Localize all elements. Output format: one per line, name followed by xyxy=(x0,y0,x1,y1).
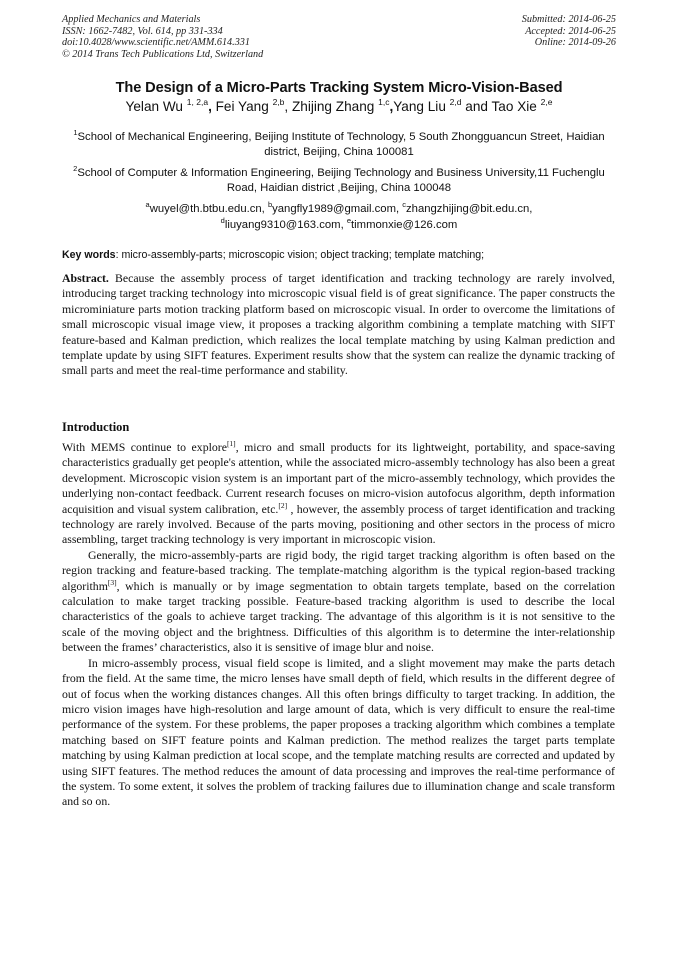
email-mark: a xyxy=(145,200,150,209)
journal-doi: doi:10.4028/www.scientific.net/AMM.614.331 xyxy=(62,37,250,49)
abstract-label: Abstract. xyxy=(62,271,109,285)
journal-name: Applied Mechanics and Materials xyxy=(62,14,201,25)
email-address: wuyel@th.btbu.edu.cn, xyxy=(149,203,265,215)
affiliation xyxy=(62,166,616,196)
email-mark: b xyxy=(267,200,273,209)
affiliation-mark: 1 xyxy=(73,128,78,137)
author-affiliation-mark: 2,e xyxy=(540,97,553,107)
email-address: timmonxie@126.com xyxy=(351,218,458,231)
intro-paragraph: In micro-assembly process, visual field scope is limited, and a slight movement may make the parts detach from the field. At the same time, the micro lenses have small depth of field, which results in the different degree of out of focus when the working distances changes. All this often brings difficulty to target tracking. In addition, the micro vision images have high-resolution and large amount of data, which is very difficult to ensure the real-time performance of the system. For these problems, the paper proposes a tracking algorithm which combines a template matching based on SIFT feature points and Kalman prediction. The method realizes the target parts template matching by using Kalman prediction at local scope, and the template matching results are corrected and updated by using SIFT features. The method reduces the amount of data processing and improves the real-time performance of the system. To some extent, it solves the problem of tracking failures due to illumination change and scale transform and so on. xyxy=(62,655,615,809)
author-name: Yelan Wu xyxy=(125,99,183,114)
publication-dates xyxy=(522,14,616,49)
abstract xyxy=(62,271,615,379)
author-name: Fei Yang xyxy=(215,99,269,114)
citation-ref[interactable]: [3] xyxy=(107,577,117,587)
affiliation-text: School of Mechanical Engineering, Beijing Institute of Technology, 5 South Zhongguancun Street, Haidian district, Beijing, China 100081 xyxy=(77,131,605,158)
author-name: Yang Liu xyxy=(393,99,446,114)
intro-text: , micro and small products for its lightweight, portability, and space-saving characteristics gradually get people's attention, while the associated micro-assembly technology has also been a great development. Microscopic vision system is an important part of the micro-assembly technology, which provides the underlying non-contact feedback. Current research focuses on micro-vision autofocus algorithm, depth information acquisition and visual system calibration, etc. xyxy=(62,440,615,516)
email-mark: c xyxy=(402,200,407,209)
keywords xyxy=(62,249,616,261)
author-affiliation-mark: 1,c xyxy=(378,97,390,107)
email-address: yangfly1989@gmail.com, xyxy=(272,203,400,215)
introduction-body xyxy=(62,440,615,810)
section-heading-introduction: Introduction xyxy=(62,420,130,434)
affiliation-text: School of Computer & Information Engineering, Beijing Technology and Business University,11 Fuchenglu Road, Haidian district ,Beijing, China 100048 xyxy=(77,167,605,194)
intro-text: , however, the assembly process of target identification and tracking technology are rarely involved. Because of the parts moving, positioning and other sectors in the process of micro assembling, target tracking technology is very important in microscopic vision. xyxy=(62,501,615,547)
intro-text: , which is manually or by image segmentation to obtain targets template, based on the correlation calculation to make target tracking possible. Feature-based tracking algorithm is used to describe the local characteristics of the goals to achieve target tracking. The advantage of this algorithm is it is not sensitive to the scale of the moving object and the brightness. Difficulties of this algorithm is to determine the inter-relationship between the frames’ characteristics, also it is sensitive of image blur and noise. xyxy=(62,578,615,655)
paper-title: The Design of a Micro-Parts Tracking System Micro-Vision-Based xyxy=(115,80,563,96)
journal-issn: ISSN: 1662-7482, Vol. 614, pp 331-334 xyxy=(62,25,223,37)
citation-ref[interactable]: [2] xyxy=(278,500,288,510)
email-mark: d xyxy=(220,215,225,225)
submitted-date: Submitted: 2014-06-25 xyxy=(521,14,616,25)
affiliation xyxy=(62,130,616,160)
email-mark: e xyxy=(346,215,352,225)
keywords-label: Key words xyxy=(62,249,116,261)
intro-text: With MEMS continue to explore xyxy=(62,440,227,454)
author-affiliation-mark: 1, 2,a xyxy=(186,97,209,107)
journal-copyright: © 2014 Trans Tech Publications Ltd, Switzerland xyxy=(62,48,264,60)
author-and: and xyxy=(465,99,488,114)
keywords-text: : micro-assembly-parts; microscopic vision; object tracking; template matching; xyxy=(115,249,485,261)
author-affiliation-mark: 2,d xyxy=(449,97,462,107)
email-address: liuyang9310@163.com, xyxy=(224,218,344,231)
citation-ref[interactable]: [1] xyxy=(226,439,236,448)
author-name: Zhijing Zhang xyxy=(291,99,375,114)
online-date: Online: 2014-09-26 xyxy=(534,37,616,49)
author-affiliation-mark: 2,b xyxy=(272,97,285,107)
intro-paragraph xyxy=(62,440,615,548)
email-address: zhangzhijing@bit.edu.cn, xyxy=(406,203,533,215)
affiliation-mark: 2 xyxy=(73,164,78,173)
accepted-date: Accepted: 2014-06-25 xyxy=(525,25,616,37)
intro-paragraph xyxy=(62,548,615,656)
author-emails xyxy=(62,202,616,233)
journal-info xyxy=(62,14,263,60)
author-list: Yelan Wu $^{1, 2,a}$, Fei Yang $^{2,b}$, Zhijing Zhang $^{1,c}$,Yang Liu $^{2,d}$ and Tao Xie $^{2,e}$ xyxy=(125,97,553,114)
author-name: Tao Xie xyxy=(491,99,537,114)
intro-text: Generally, the micro-assembly-parts are rigid body, the rigid target tracking algorithm is often based on the region tracking and feature-based tracking. The template-matching algorithm is the typical region-based tracking algorithm xyxy=(62,547,615,593)
abstract-text: Because the assembly process of target identification and tracking technology are rarely involved, introducing target tracking technology into microscopic visual field is of great significance. The paper constructs the microminiature parts motion tracking platform based on microscopic visual. In order to overcome the limitations of small microscopic visual image view, it proposes a tracking algorithm combining a template matching with SIFT feature-based and Kalman prediction, which realizes the local template matching by using Kalman prediction and template update by using SIFT features. Experiment results show that the system can realize the dynamic tracking of small parts and meet the real-time performance and stability. xyxy=(62,271,615,378)
